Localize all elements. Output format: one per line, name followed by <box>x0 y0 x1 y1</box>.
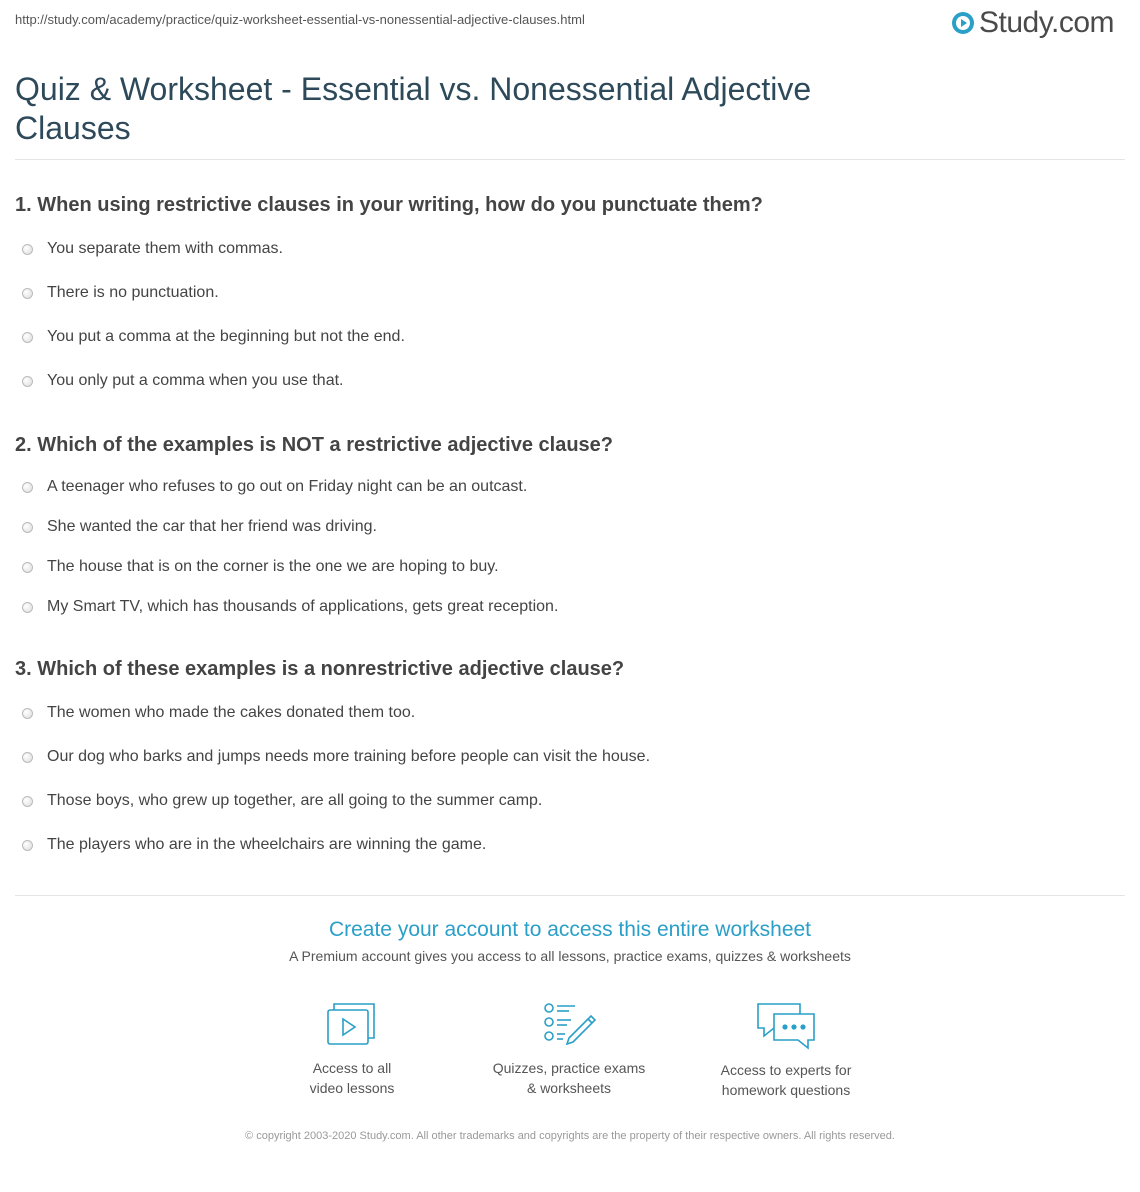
radio-button[interactable] <box>22 562 33 573</box>
video-lessons-icon <box>252 1000 452 1048</box>
question-1-option-1[interactable] <box>22 238 283 260</box>
option-text: Those boys, who grew up together, are all going to the summer camp. <box>47 792 543 809</box>
top-bar <box>0 0 1140 44</box>
question-3-option-1[interactable] <box>22 702 415 724</box>
feature-label-line1: Quizzes, practice exams <box>492 1060 646 1076</box>
question-2-option-2[interactable] <box>22 516 377 538</box>
page-title: Quiz & Worksheet - Essential vs. Nonessential Adjective Clauses <box>15 71 812 146</box>
page-url: http://study.com/academy/practice/quiz-worksheet-essential-vs-nonessential-adjective-clauses.html <box>15 12 585 27</box>
question-1-option-2[interactable] <box>22 282 219 304</box>
option-text: A teenager who refuses to go out on Friday night can be an outcast. <box>47 478 528 495</box>
premium-description: A Premium account gives you access to all lessons, practice exams, quizzes & worksheets <box>289 948 851 964</box>
question-1-option-4[interactable] <box>22 370 343 392</box>
radio-button[interactable] <box>22 332 33 343</box>
option-text: You only put a comma when you use that. <box>47 372 344 389</box>
radio-button[interactable] <box>22 522 33 533</box>
questions-divider <box>15 895 1125 896</box>
logo-text: Study.com <box>979 6 1114 39</box>
question-3-option-3[interactable] <box>22 790 542 812</box>
question-1-title: 1. When using restrictive clauses in your writing, how do you punctuate them? <box>15 194 763 216</box>
radio-button[interactable] <box>22 708 33 719</box>
question-1-option-3[interactable] <box>22 326 405 348</box>
chat-bubbles-icon <box>686 1000 886 1050</box>
quiz-checklist-icon <box>469 1000 669 1048</box>
option-text: The women who made the cakes donated them too. <box>47 704 416 721</box>
question-2-title: 2. Which of the examples is NOT a restrictive adjective clause? <box>15 434 614 456</box>
feature-label-line2: video lessons <box>309 1080 395 1096</box>
feature-experts <box>686 1000 886 1100</box>
feature-label-line2: & worksheets <box>526 1080 612 1096</box>
radio-button[interactable] <box>22 376 33 387</box>
radio-button[interactable] <box>22 244 33 255</box>
option-text: You separate them with commas. <box>47 240 283 257</box>
radio-button[interactable] <box>22 602 33 613</box>
question-3-option-2[interactable] <box>22 746 650 768</box>
option-text: My Smart TV, which has thousands of applications, gets great reception. <box>47 598 559 615</box>
feature-quizzes <box>469 1000 669 1098</box>
question-2-option-4[interactable] <box>22 596 558 618</box>
radio-button[interactable] <box>22 482 33 493</box>
question-3-option-4[interactable] <box>22 834 486 856</box>
feature-label-line2: homework questions <box>721 1082 851 1098</box>
study-logo[interactable] <box>951 8 1114 38</box>
option-text: You put a comma at the beginning but not the end. <box>47 328 405 345</box>
option-text: There is no punctuation. <box>47 284 219 301</box>
play-circle-icon <box>951 11 975 35</box>
radio-button[interactable] <box>22 752 33 763</box>
radio-button[interactable] <box>22 288 33 299</box>
feature-label-line1: Access to experts for <box>720 1062 852 1078</box>
question-2-option-1[interactable] <box>22 476 527 498</box>
option-text: The house that is on the corner is the one we are hoping to buy. <box>47 558 499 575</box>
radio-button[interactable] <box>22 796 33 807</box>
title-divider <box>15 159 1125 160</box>
option-text: She wanted the car that her friend was driving. <box>47 518 377 535</box>
feature-video-lessons <box>252 1000 452 1098</box>
feature-label-line1: Access to all <box>312 1060 392 1076</box>
radio-button[interactable] <box>22 840 33 851</box>
create-account-link[interactable]: Create your account to access this entire worksheet <box>328 918 812 941</box>
question-2-option-3[interactable] <box>22 556 499 578</box>
option-text: The players who are in the wheelchairs are winning the game. <box>47 836 487 853</box>
option-text: Our dog who barks and jumps needs more training before people can visit the house. <box>47 748 651 765</box>
question-3-title: 3. Which of these examples is a nonrestrictive adjective clause? <box>15 658 625 680</box>
copyright-notice: © copyright 2003-2020 Study.com. All other trademarks and copyrights are the property of their respective owners. All rights reserved. <box>245 1130 895 1142</box>
